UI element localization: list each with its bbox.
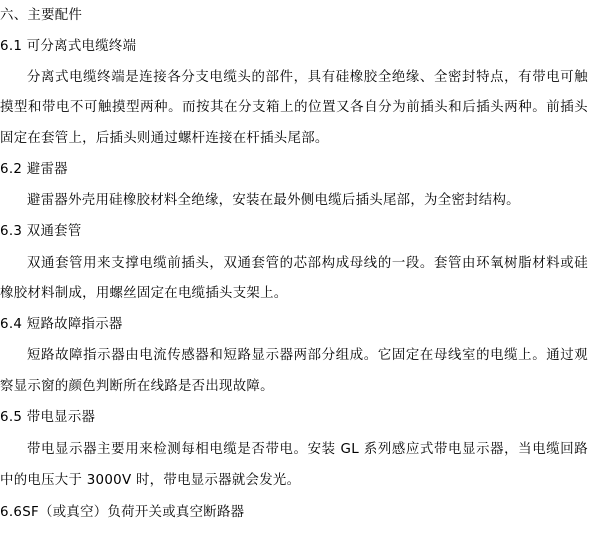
- paragraph-line: 固定在套管上，后插头则通过螺杆连接在杆插头尾部。: [0, 131, 329, 146]
- paragraph-line: 双通套管用来支撑电缆前插头，双通套管的芯部构成母线的一段。套管由环氧树脂材料或硅: [27, 256, 588, 271]
- paragraph-line: 带电显示器主要用来检测每相电缆是否带电。安装 GL 系列感应式带电显示器，当电缆回路: [27, 442, 588, 457]
- paragraph-line: 短路故障指示器由电流传感器和短路显示器两部分组成。它固定在母线室的电缆上。通过观: [27, 348, 588, 363]
- item-heading: 6.3 双通套管: [0, 224, 82, 239]
- item-heading: 6.5 带电显示器: [0, 410, 96, 425]
- paragraph-line: 摸型和带电不可触摸型两种。而按其在分支箱上的位置又各自分为前插头和后插头两种。前插头: [0, 100, 588, 115]
- paragraph-line: 察显示窗的颜色判断所在线路是否出现故障。: [0, 379, 274, 394]
- item-heading: 6.2 避雷器: [0, 162, 68, 177]
- paragraph-line: 分离式电缆终端是连接各分支电缆头的部件，具有硅橡胶全绝缘、全密封特点，有带电可触: [27, 70, 588, 85]
- item-heading: 6.1 可分离式电缆终端: [0, 39, 137, 54]
- paragraph-line: 橡胶材料制成，用螺丝固定在电缆插头支架上。: [0, 286, 288, 301]
- item-heading: 6.4 短路故障指示器: [0, 317, 123, 332]
- section-title: 六、主要配件: [0, 8, 83, 23]
- item-heading: 6.6SF（或真空）负荷开关或真空断路器: [0, 505, 245, 520]
- paragraph-line: 避雷器外壳用硅橡胶材料全绝缘，安装在最外侧电缆后插头尾部，为全密封结构。: [27, 193, 520, 208]
- paragraph-line: 中的电压大于 3000V 时，带电显示器就会发光。: [0, 473, 301, 488]
